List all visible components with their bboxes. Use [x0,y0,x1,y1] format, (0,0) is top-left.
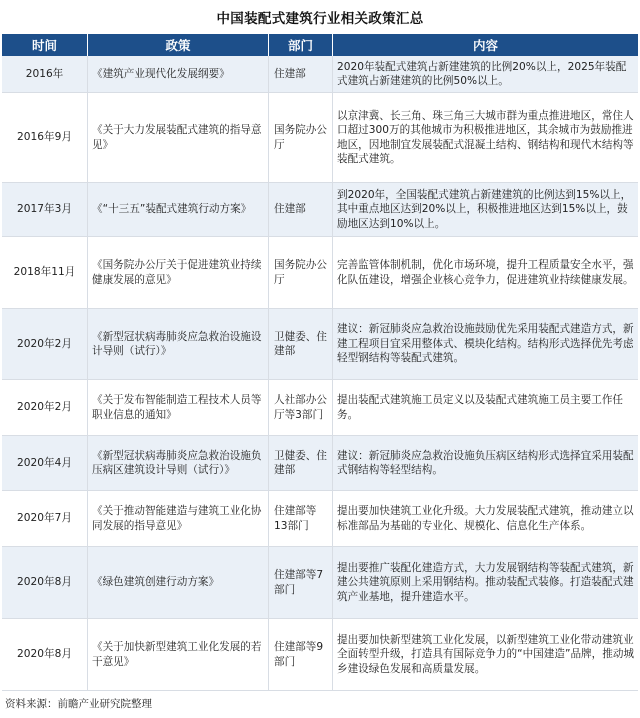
cell-dept: 卫健委、住建部 [269,436,333,491]
header-time: 时间 [2,34,88,56]
table-row [2,491,638,547]
cell-time: 2020年8月 [2,619,88,691]
table-row [2,183,638,237]
cell-content: 建议：新冠肺炎应急救治设施鼓励优先采用装配式建造方式，新建工程项目宜采用整体式、模块化结构。结构形式选择优先考虑轻型钢结构等装配式建筑。 [333,309,638,380]
cell-time: 2020年8月 [2,547,88,619]
cell-dept: 住建部等7部门 [269,547,333,619]
cell-dept: 住建部 [269,183,333,237]
page-title: 中国装配式建筑行业相关政策汇总 [216,11,424,27]
header-dept: 部门 [269,34,333,56]
table-header-row [2,34,638,56]
table-row [2,56,638,93]
cell-content: 到2020年，全国装配式建筑占新建建筑的比例达到15%以上，其中重点地区达到20%以上，积极推进地区达到15%以上，鼓励地区达到10%以上。 [333,183,638,237]
cell-time: 2018年11月 [2,237,88,309]
cell-policy: 《关于推动智能建造与建筑工业化协同发展的指导意见》 [88,491,269,547]
cell-dept: 国务院办公厅 [269,237,333,309]
table-row [2,436,638,491]
table-row [2,237,638,309]
cell-content: 提出要加快新型建筑工业化发展，以新型建筑工业化带动建筑业全面转型升级，打造具有国际竞争力的“中国建造”品牌，推动城乡建设绿色发展和高质量发展。 [333,619,638,691]
cell-content: 提出装配式建筑施工员定义以及装配式建筑施工员主要工作任务。 [333,380,638,436]
table-row [2,309,638,380]
cell-content: 2020年装配式建筑占新建建筑的比例20%以上，2025年装配式建筑占新建建筑的比例50%以上。 [333,56,638,93]
cell-time: 2020年4月 [2,436,88,491]
cell-content: 提出要推广装配化建造方式，大力发展钢结构等装配式建筑，新建公共建筑原则上采用钢结构。推动装配式装修。打造装配式建筑产业基地，提升建造水平。 [333,547,638,619]
policy-table [2,34,638,691]
cell-dept: 住建部等13部门 [269,491,333,547]
cell-content: 完善监管体制机制，优化市场环境，提升工程质量安全水平，强化队伍建设，增强企业核心竞争力，促进建筑业持续健康发展。 [333,237,638,309]
cell-time: 2017年3月 [2,183,88,237]
cell-time: 2020年7月 [2,491,88,547]
cell-policy: 《新型冠状病毒肺炎应急救治设施负压病区建筑设计导则（试行）》 [88,436,269,491]
header-content: 内容 [333,34,638,56]
cell-policy: 《建筑产业现代化发展纲要》 [88,56,269,93]
table-row [2,380,638,436]
cell-dept: 住建部 [269,56,333,93]
cell-policy: 《国务院办公厅关于促进建筑业持续健康发展的意见》 [88,237,269,309]
table-row [2,619,638,691]
header-policy: 政策 [88,34,269,56]
cell-time: 2016年9月 [2,93,88,183]
cell-content: 以京津冀、长三角、珠三角三大城市群为重点推进地区，常住人口超过300万的其他城市为积极推进地区，其余城市为鼓励推进地区，因地制宜发展装配式混凝土结构、钢结构和现代木结构等装配式建筑。 [333,93,638,183]
cell-dept: 国务院办公厅 [269,93,333,183]
table-row [2,93,638,183]
cell-dept: 住建部等9部门 [269,619,333,691]
cell-policy: 《“十三五”装配式建筑行动方案》 [88,183,269,237]
cell-policy: 《新型冠状病毒肺炎应急救治设施设计导则（试行）》 [88,309,269,380]
cell-time: 2020年2月 [2,309,88,380]
source-note: 资料来源：前瞻产业研究院整理 [5,698,152,710]
cell-time: 2020年2月 [2,380,88,436]
cell-policy: 《关于大力发展装配式建筑的指导意见》 [88,93,269,183]
cell-policy: 《绿色建筑创建行动方案》 [88,547,269,619]
cell-dept: 卫健委、住建部 [269,309,333,380]
cell-content: 建议：新冠肺炎应急救治设施负压病区结构形式选择宜采用装配式钢结构等轻型结构。 [333,436,638,491]
cell-time: 2016年 [2,56,88,93]
cell-content: 提出要加快建筑工业化升级。大力发展装配式建筑，推动建立以标准部品为基础的专业化、规模化、信息化生产体系。 [333,491,638,547]
cell-policy: 《关于加快新型建筑工业化发展的若干意见》 [88,619,269,691]
table-row [2,547,638,619]
cell-dept: 人社部办公厅等3部门 [269,380,333,436]
cell-policy: 《关于发布智能制造工程技术人员等职业信息的通知》 [88,380,269,436]
